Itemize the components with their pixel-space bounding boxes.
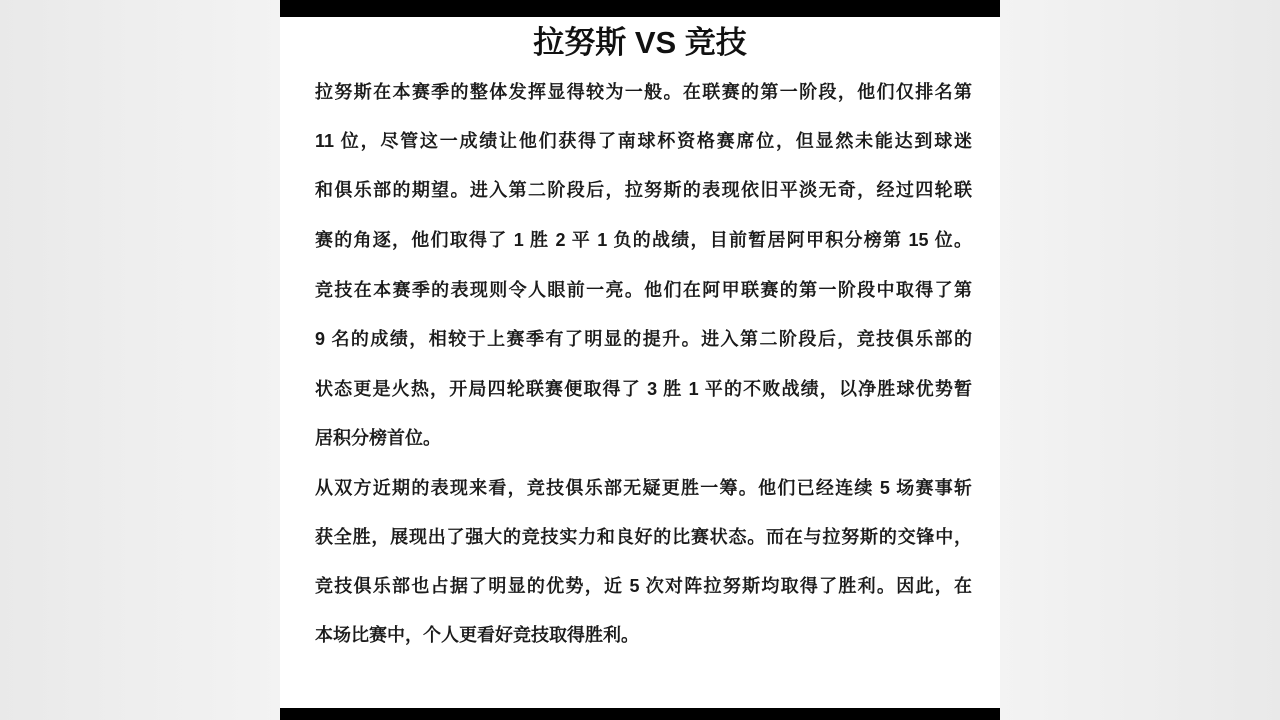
- article-page: [280, 0, 1000, 720]
- paragraph-3-line-1: 从双方近期的表现来看，竞技俱乐部无疑更胜一筹。他们已经连续 5 场赛事斩: [315, 478, 972, 498]
- paragraph-3-line-2: 获全胜，展现出了强大的竞技实力和良好的比赛状态。而在与拉努斯的交锋中，: [315, 527, 972, 547]
- paragraph-1-line-3: 和俱乐部的期望。进入第二阶段后，拉努斯的表现依旧平淡无奇，经过四轮联: [315, 180, 972, 200]
- letterbox-bottom: [280, 708, 1000, 720]
- paragraph-2-line-3: 状态更是火热，开局四轮联赛便取得了 3 胜 1 平的不败战绩，以净胜球优势暂: [315, 379, 972, 399]
- article-title: 拉努斯 VS 竞技: [533, 25, 747, 60]
- paragraph-1-line-1: 拉努斯在本赛季的整体发挥显得较为一般。在联赛的第一阶段，他们仅排名第: [315, 82, 972, 102]
- paragraph-2-line-1: 竞技在本赛季的表现则令人眼前一亮。他们在阿甲联赛的第一阶段中取得了第: [315, 280, 972, 300]
- paragraph-2-line-4: 居积分榜首位。: [315, 428, 441, 448]
- paragraph-3-line-3: 竞技俱乐部也占据了明显的优势，近 5 次对阵拉努斯均取得了胜利。因此，在: [315, 576, 972, 596]
- blurred-background-right: [1000, 0, 1280, 720]
- paragraph-2-line-2: 9 名的成绩，相较于上赛季有了明显的提升。进入第二阶段后，竞技俱乐部的: [315, 329, 972, 349]
- paragraph-3-line-4: 本场比赛中，个人更看好竞技取得胜利。: [315, 625, 639, 645]
- paragraph-1-line-2: 11 位，尽管这一成绩让他们获得了南球杯资格赛席位，但显然未能达到球迷: [315, 131, 972, 151]
- blurred-background-left: [0, 0, 280, 720]
- letterbox-top: [280, 0, 1000, 17]
- paragraph-1-line-4: 赛的角逐，他们取得了 1 胜 2 平 1 负的战绩，目前暂居阿甲积分榜第 15 位。: [315, 230, 972, 250]
